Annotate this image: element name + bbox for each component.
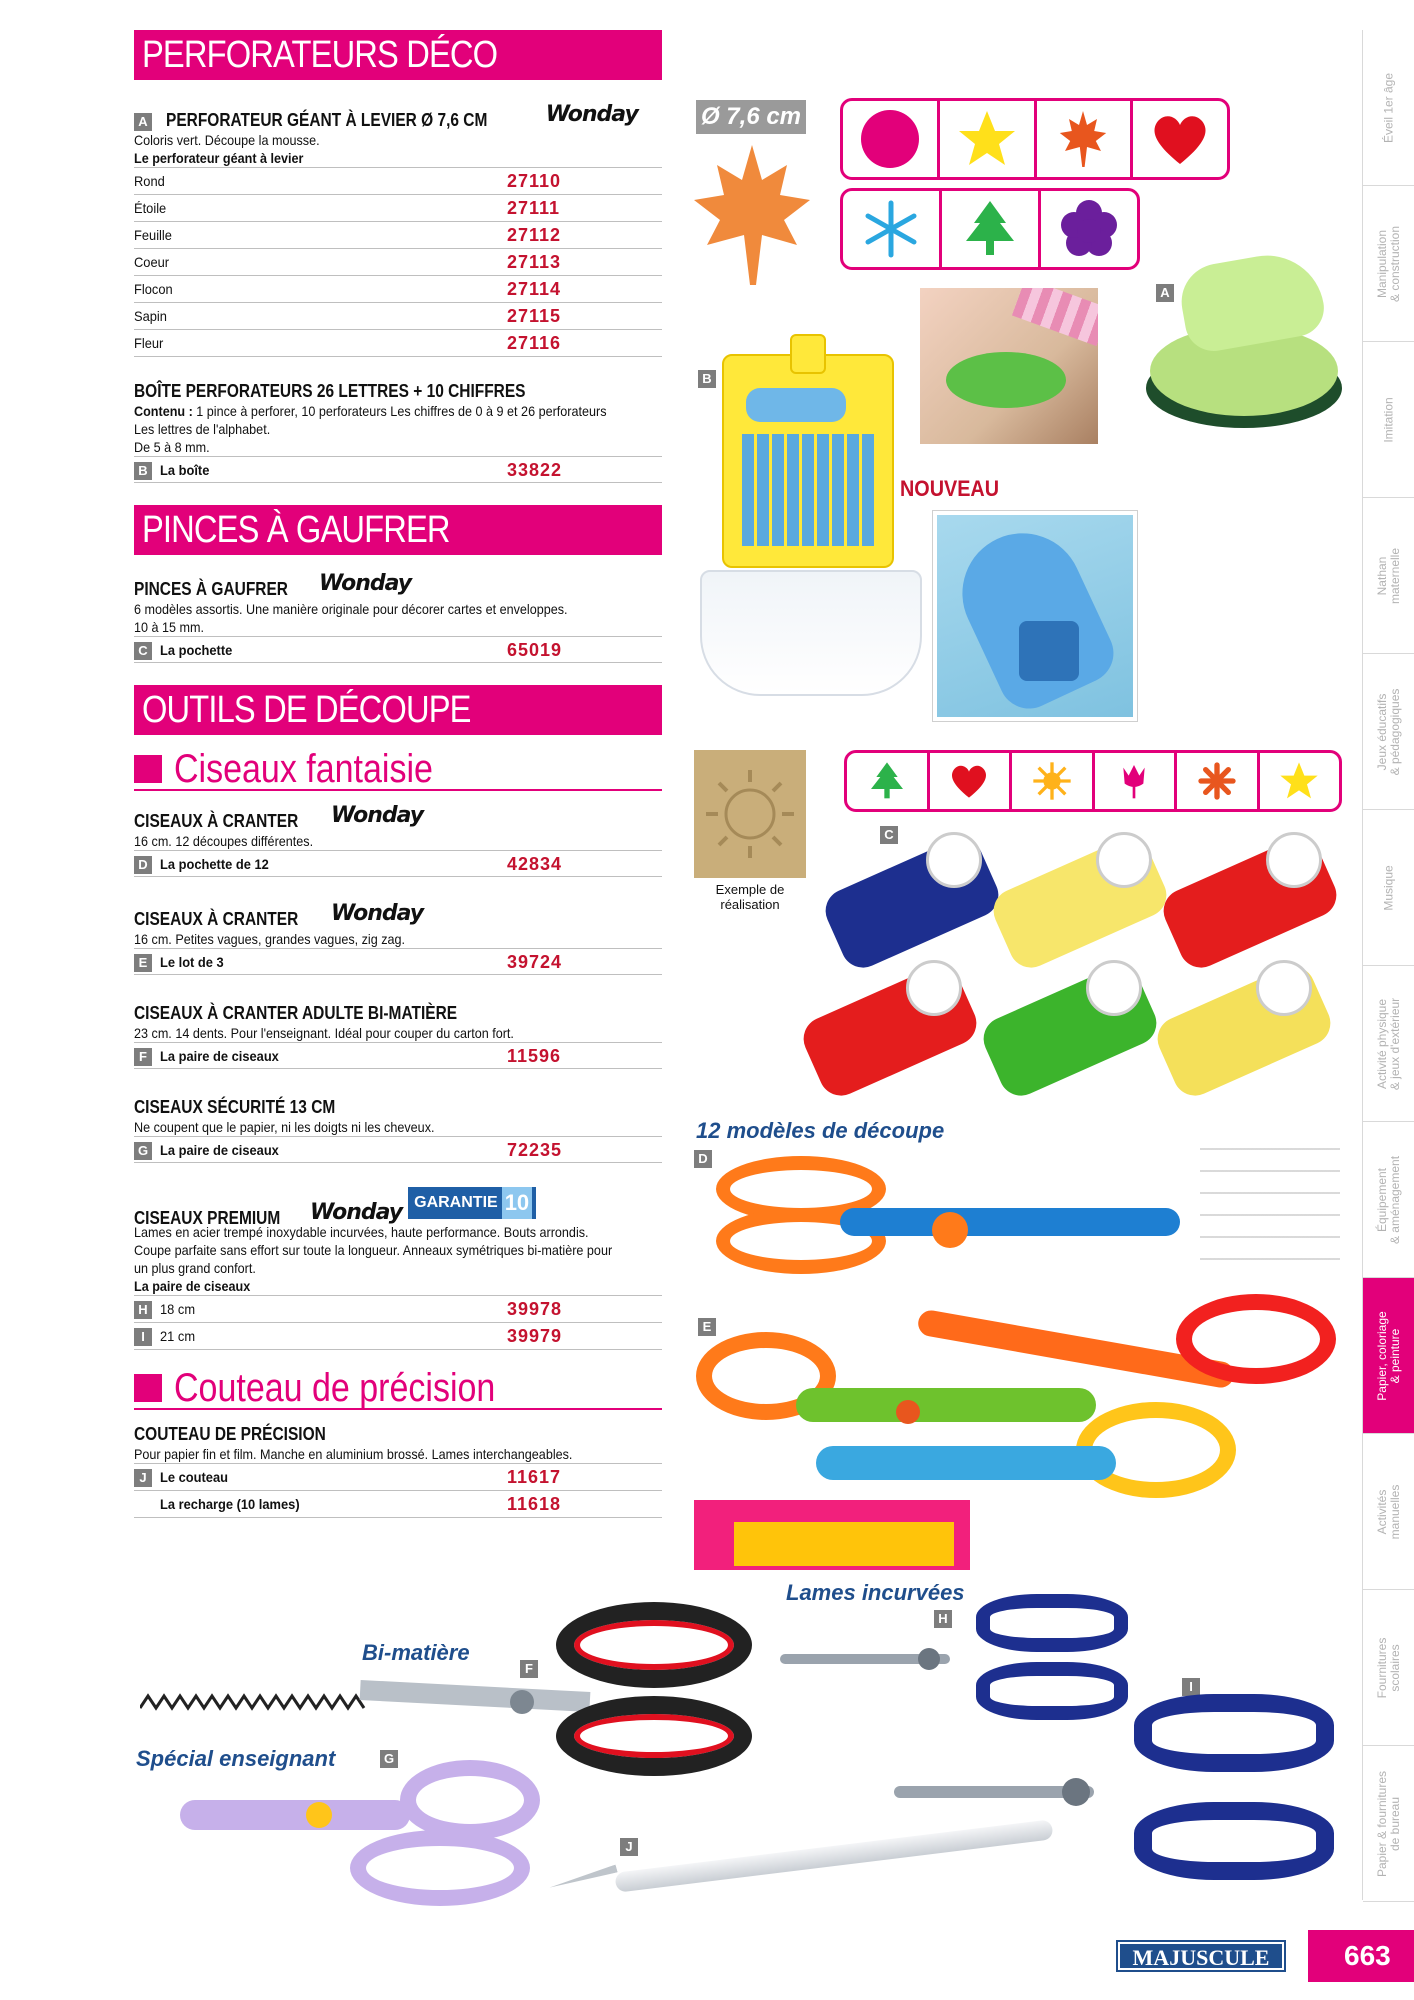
product-title: COUTEAU DE PRÉCISION: [134, 1424, 326, 1444]
reference-label: La recharge (10 lames): [160, 1496, 300, 1512]
sidebar-tab[interactable]: [1363, 1746, 1414, 1902]
tree-shape-icon: [960, 199, 1020, 259]
reference-row: C La pochette 65019: [134, 636, 662, 663]
reference-code: 27110: [507, 171, 562, 191]
reference-row: [134, 249, 662, 276]
sidebar-tab-label: Musique: [1381, 865, 1396, 911]
brand-logo: Wonday: [545, 102, 638, 127]
flower-shape-icon: [1059, 199, 1119, 259]
product-letter: J: [134, 1469, 152, 1487]
product-desc: Coloris vert. Découpe la mousse.: [134, 132, 320, 148]
section-header-pinces: PINCES À GAUFRER: [134, 505, 662, 555]
reference-code: 39724: [507, 952, 563, 972]
sidebar-tab-label: Activité physique & jeux d'extérieur: [1375, 997, 1402, 1091]
embossing-pliers-photo: [796, 826, 1344, 1118]
reference-code: 11618: [507, 1494, 562, 1514]
product-desc: 23 cm. 14 dents. Pour l'enseignant. Idéal pour couper du carton fort.: [134, 1025, 514, 1041]
reference-row: D La pochette de 12 42834: [134, 850, 662, 877]
product-subtitle: La paire de ciseaux: [134, 1278, 251, 1294]
product-ciseaux-securite: [134, 1097, 662, 1163]
reference-label: Le couteau: [160, 1469, 228, 1485]
product-desc-2: Coupe parfaite sans effort sur toute la longueur. Anneaux symétriques bi-matière pour: [134, 1242, 613, 1258]
sidebar-tab[interactable]: [1363, 342, 1414, 498]
reference-code: 27115: [507, 306, 562, 326]
subsection-ciseaux-fantaisie: Ciseaux fantaisie: [134, 745, 662, 791]
product-ciseaux-3: [134, 901, 662, 975]
asterisk-flower-shape-icon: [1197, 761, 1237, 801]
subsection-couteau: Couteau de précision: [134, 1364, 662, 1410]
product-ciseaux-adulte: [134, 1003, 662, 1069]
product-list: [134, 30, 662, 1518]
caption-lames-incurvees: Lames incurvées: [786, 1580, 965, 1605]
reference-row: E Le lot de 3 39724: [134, 948, 662, 975]
embossing-tool-photo: [932, 510, 1138, 722]
snowflake-shape-icon: [861, 199, 921, 259]
sidebar-tab[interactable]: [1363, 654, 1414, 810]
reference-code: 33822: [507, 460, 563, 480]
reference-code: 27116: [507, 333, 562, 353]
product-pinces: [134, 571, 662, 663]
reference-code: 27111: [507, 198, 561, 218]
category-sidebar: [1362, 30, 1414, 1900]
tag-g: G: [380, 1750, 398, 1768]
sidebar-tab-label: Manipulation & construction: [1375, 225, 1402, 303]
reference-code: 39979: [507, 1326, 563, 1346]
sidebar-tab-label: Équipement & aménagement: [1375, 1155, 1402, 1245]
maple-leaf-icon: [692, 140, 812, 290]
reference-code: 11617: [507, 1467, 562, 1487]
reference-label: 21 cm: [160, 1328, 196, 1344]
reference-row: [134, 303, 662, 330]
tree-shape-icon: [867, 761, 907, 801]
sidebar-tab-label: Éveil 1er âge: [1381, 72, 1396, 144]
bi-matiere-scissors-photo: [360, 1602, 756, 1778]
tulip-shape-icon: [1114, 761, 1154, 801]
pinking-shears-12-photo: [710, 1152, 1190, 1272]
heart-shape-icon: [949, 761, 989, 801]
reference-label: Étoile: [134, 200, 167, 216]
reference-row: [134, 1464, 662, 1491]
reference-code: 39978: [507, 1299, 563, 1319]
product-desc-3: un plus grand confort.: [134, 1260, 256, 1276]
product-subtitle: Le perforateur géant à levier: [134, 150, 304, 166]
punch-shapes-bar-2: [840, 188, 1140, 270]
reference-row: G La paire de ciseaux 72235: [134, 1136, 662, 1163]
circle-shape-icon: [860, 109, 920, 169]
cut-patterns-sample: [1200, 1138, 1340, 1270]
punch-shapes-bar: [840, 98, 1230, 180]
sidebar-tab[interactable]: [1363, 30, 1414, 186]
exemple-caption: Exemple de réalisation: [715, 882, 785, 912]
nouveau-label: NOUVEAU: [900, 476, 1000, 501]
caption-bi-matiere: Bi-matière: [362, 1640, 470, 1665]
tag-c: C: [880, 826, 898, 844]
reference-row: [134, 195, 662, 222]
sidebar-tab[interactable]: [1363, 1590, 1414, 1746]
product-perforateur: [134, 102, 662, 357]
product-desc: Pour papier fin et film. Manche en aluminium brossé. Lames interchangeables.: [134, 1446, 573, 1462]
embossing-example-photo: [694, 750, 806, 878]
caption-special-enseignant: Spécial enseignant: [136, 1746, 336, 1771]
product-boite: [134, 381, 662, 483]
guarantee-badge: GARANTIE 10: [408, 1187, 536, 1219]
reference-label: Coeur: [134, 254, 170, 270]
reference-row: [134, 222, 662, 249]
reference-table: [134, 167, 662, 357]
tag-a: A: [1156, 284, 1174, 302]
reference-code: 27114: [507, 279, 562, 299]
reference-code: 65019: [507, 640, 563, 660]
sidebar-tab[interactable]: [1363, 1122, 1414, 1278]
reference-row: [134, 1323, 662, 1350]
child-using-punch-photo: [920, 288, 1098, 444]
reference-label: Fleur: [134, 335, 164, 351]
reference-row: [134, 168, 662, 195]
reference-row: F La paire de ciseaux 11596: [134, 1042, 662, 1069]
premium-scissors-18-photo: [780, 1590, 1140, 1710]
sun-shape-icon: [1032, 761, 1072, 801]
sidebar-tab[interactable]: [1363, 498, 1414, 654]
product-title: BOÎTE PERFORATEURS 26 LETTRES + 10 CHIFFRES: [134, 381, 526, 401]
sidebar-tab-label: Jeux éducatifs & pédagogiques: [1375, 688, 1402, 776]
sidebar-tab[interactable]: [1363, 186, 1414, 342]
page-number: 663: [1308, 1930, 1414, 1982]
safety-scissors-photo: [180, 1760, 540, 1910]
tag-h: H: [934, 1610, 952, 1628]
product-desc: 6 modèles assortis. Une manière originale pour décorer cartes et enveloppes.: [134, 601, 568, 617]
product-desc: Ne coupent que le papier, ni les doigts ni les cheveux.: [134, 1119, 435, 1135]
reference-code: 27112: [507, 225, 562, 245]
majuscule-logo: MAJUSCULE: [1118, 1942, 1284, 1970]
brand-logo: Wonday: [331, 901, 424, 926]
section-header-perforateurs: PERFORATEURS DÉCO: [134, 30, 662, 80]
brand-logo: Wonday: [331, 803, 424, 828]
sidebar-tab[interactable]: [1363, 966, 1414, 1122]
brand-logo: Wonday: [310, 1200, 403, 1225]
product-ciseaux-12: [134, 803, 662, 877]
reference-label: Flocon: [134, 281, 173, 297]
sidebar-tab[interactable]: [1363, 1278, 1414, 1434]
reference-row: B La boîte 33822: [134, 456, 662, 483]
product-desc: 16 cm. 12 découpes différentes.: [134, 833, 314, 849]
product-desc: 16 cm. Petites vagues, grandes vagues, zig zag.: [134, 931, 406, 947]
product-title: PERFORATEUR GÉANT À LEVIER Ø 7,6 CM: [166, 110, 488, 130]
reference-row: [134, 1296, 662, 1323]
tag-j: J: [620, 1838, 638, 1856]
reference-code: 27113: [507, 252, 562, 272]
leaf-shape-icon: [1053, 109, 1113, 169]
product-title: CISEAUX À CRANTER ADULTE BI-MATIÈRE: [134, 1003, 458, 1023]
tag-d: D: [694, 1150, 712, 1168]
reference-row: [134, 276, 662, 303]
product-desc: Lames en acier trempé inoxydable incurvées, haute performance. Bouts arrondis.: [134, 1224, 589, 1240]
reference-row: [134, 330, 662, 357]
star-shape-icon: [1279, 761, 1319, 801]
product-letter: H: [134, 1301, 152, 1319]
reference-label: Sapin: [134, 308, 167, 324]
product-title: CISEAUX À CRANTER: [134, 909, 299, 929]
precision-knife-photo: [548, 1836, 1056, 1896]
zigzag-cut-icon: [140, 1690, 370, 1714]
product-desc-3: De 5 à 8 mm.: [134, 439, 210, 455]
tag-b: B: [698, 370, 716, 388]
product-couteau: [134, 1424, 662, 1518]
product-letter: I: [134, 1328, 152, 1346]
reference-code: 42834: [507, 854, 563, 874]
sidebar-tab[interactable]: [1363, 1434, 1414, 1590]
sidebar-tab-label: Nathan maternelle: [1375, 547, 1402, 605]
reference-row: [134, 1491, 662, 1518]
product-desc-2: 10 à 15 mm.: [134, 619, 205, 635]
sidebar-tab-label: Imitation: [1381, 397, 1396, 443]
section-header-outils: OUTILS DE DÉCOUPE: [134, 685, 662, 735]
product-title: CISEAUX PREMIUM: [134, 1208, 281, 1228]
sidebar-tab-label: Activités manuelles: [1375, 1484, 1402, 1540]
product-title: CISEAUX À CRANTER: [134, 811, 299, 831]
tag-f: F: [520, 1660, 538, 1678]
reference-label: 18 cm: [160, 1301, 196, 1317]
sidebar-tab-label: Papier & fournitures de bureau: [1375, 1770, 1402, 1878]
caption-12-modeles: 12 modèles de découpe: [696, 1118, 945, 1143]
product-desc: Contenu : 1 pince à perforer, 10 perforateurs Les chiffres de 0 à 9 et 26 perforateurs: [134, 403, 607, 419]
heart-shape-icon: [1150, 109, 1210, 169]
felt-sample-photo: [694, 1500, 970, 1570]
reference-code: 11596: [507, 1046, 562, 1066]
sidebar-tab-label: Fournitures scolaires: [1375, 1637, 1402, 1699]
tag-e: E: [698, 1318, 716, 1336]
product-ciseaux-premium: [134, 1190, 662, 1350]
reference-label: Feuille: [134, 227, 172, 243]
pinking-shears-3-photo: [696, 1270, 1346, 1538]
reference-label: Rond: [134, 173, 165, 189]
reference-table: [134, 1463, 662, 1518]
embossing-shapes-bar: [844, 750, 1342, 812]
product-title: CISEAUX SÉCURITÉ 13 CM: [134, 1097, 336, 1117]
tag-i: I: [1182, 1678, 1200, 1696]
diameter-badge: Ø 7,6 cm: [696, 100, 806, 134]
letter-punch-box-photo: [700, 334, 922, 696]
giant-punch-photo: [1146, 254, 1342, 450]
reference-code: 72235: [507, 1140, 563, 1160]
product-letter: A: [134, 113, 152, 131]
brand-logo: Wonday: [319, 571, 412, 596]
product-desc-2: Les lettres de l'alphabet.: [134, 421, 271, 437]
reference-table: [134, 1295, 662, 1350]
product-title: PINCES À GAUFRER: [134, 579, 288, 599]
sidebar-tab[interactable]: [1363, 810, 1414, 966]
sidebar-tab-label: Papier, coloriage & peinture: [1375, 1311, 1402, 1401]
star-shape-icon: [957, 109, 1017, 169]
